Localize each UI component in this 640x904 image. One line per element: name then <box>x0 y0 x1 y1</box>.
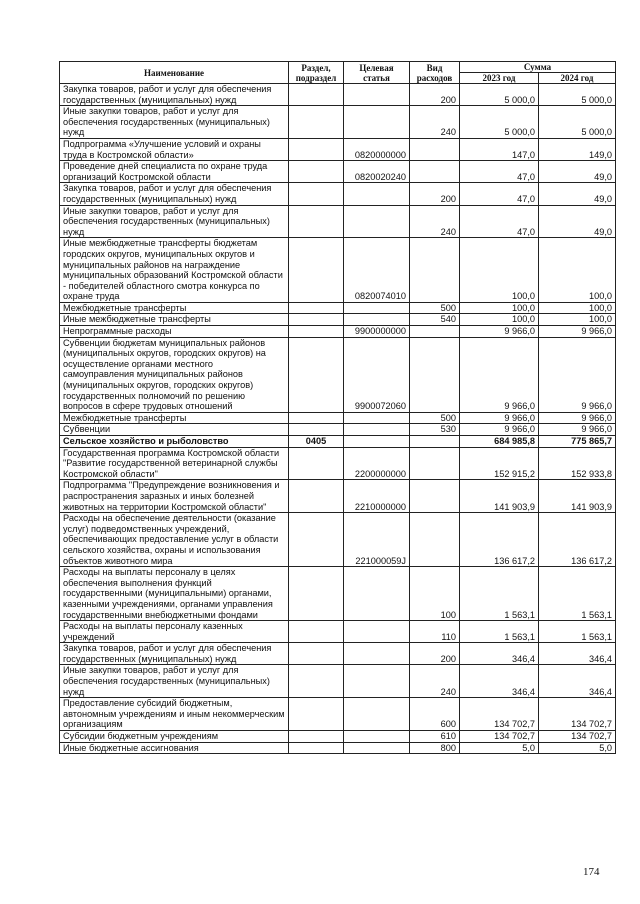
row-name: Закупка товаров, работ и услуг для обеспечения государственных (муниципальных) нужд <box>60 643 289 665</box>
row-value-2024: 141 903,9 <box>539 480 616 513</box>
table-row <box>60 742 616 754</box>
row-code: 221000059J <box>344 513 410 567</box>
row-name: Субвенции <box>60 424 289 436</box>
row-code <box>344 742 410 754</box>
row-type: 240 <box>410 205 460 238</box>
table-row <box>60 183 616 205</box>
row-section <box>289 665 344 698</box>
table-row <box>60 621 616 643</box>
header-year-2023: 2023 год <box>460 73 539 84</box>
row-type: 540 <box>410 314 460 326</box>
row-name: Иные межбюджетные трансферты <box>60 314 289 326</box>
row-section <box>289 731 344 743</box>
row-code: 0820020240 <box>344 161 410 183</box>
row-name: Расходы на выплаты персоналу казенных учреждений <box>60 621 289 643</box>
row-value-2023: 134 702,7 <box>460 731 539 743</box>
table-row <box>60 106 616 139</box>
row-type <box>410 238 460 303</box>
row-code: 9900000000 <box>344 326 410 338</box>
row-value-2023: 100,0 <box>460 314 539 326</box>
row-value-2024: 134 702,7 <box>539 698 616 731</box>
row-type <box>410 161 460 183</box>
row-section <box>289 106 344 139</box>
header-type: Вид расходов <box>410 62 460 84</box>
row-name: Непрограммные расходы <box>60 326 289 338</box>
row-code <box>344 183 410 205</box>
row-value-2024: 49,0 <box>539 183 616 205</box>
row-value-2024: 9 966,0 <box>539 412 616 424</box>
header-code: Целевая статья <box>344 62 410 84</box>
row-section <box>289 480 344 513</box>
table-row <box>60 337 616 412</box>
row-value-2024: 346,4 <box>539 665 616 698</box>
row-section <box>289 513 344 567</box>
row-code <box>344 84 410 106</box>
header-year-2024: 2024 год <box>539 73 616 84</box>
row-value-2023: 134 702,7 <box>460 698 539 731</box>
row-type: 200 <box>410 183 460 205</box>
row-value-2024: 9 966,0 <box>539 326 616 338</box>
row-value-2023: 5,0 <box>460 742 539 754</box>
row-value-2024: 49,0 <box>539 205 616 238</box>
row-value-2023: 47,0 <box>460 205 539 238</box>
row-name: Предоставление субсидий бюджетным, автономным учреждениям и иным некоммерческим организациям <box>60 698 289 731</box>
row-section <box>289 302 344 314</box>
row-value-2023: 9 966,0 <box>460 424 539 436</box>
row-value-2023: 47,0 <box>460 161 539 183</box>
row-name: Закупка товаров, работ и услуг для обеспечения государственных (муниципальных) нужд <box>60 183 289 205</box>
row-type: 110 <box>410 621 460 643</box>
row-value-2023: 100,0 <box>460 238 539 303</box>
row-value-2023: 147,0 <box>460 138 539 160</box>
row-type <box>410 480 460 513</box>
row-name: Иные закупки товаров, работ и услуг для обеспечения государственных (муниципальных) нужд <box>60 205 289 238</box>
row-type: 530 <box>410 424 460 436</box>
table-row <box>60 138 616 160</box>
row-value-2023: 684 985,8 <box>460 436 539 448</box>
row-name: Межбюджетные трансферты <box>60 412 289 424</box>
row-section <box>289 161 344 183</box>
row-value-2024: 100,0 <box>539 238 616 303</box>
table-row <box>60 326 616 338</box>
row-section <box>289 643 344 665</box>
row-name: Закупка товаров, работ и услуг для обеспечения государственных (муниципальных) нужд <box>60 84 289 106</box>
row-code <box>344 436 410 448</box>
row-code <box>344 621 410 643</box>
row-section <box>289 183 344 205</box>
row-code <box>344 698 410 731</box>
row-value-2023: 346,4 <box>460 643 539 665</box>
row-code <box>344 424 410 436</box>
row-type: 500 <box>410 302 460 314</box>
row-name: Расходы на обеспечение деятельности (оказание услуг) подведомственных учреждений, обеспечивающих предоставление услуг в области сельского хозяйства, охраны и использования объектов животного мира <box>60 513 289 567</box>
row-type: 240 <box>410 665 460 698</box>
row-section <box>289 205 344 238</box>
row-name: Субвенции бюджетам муниципальных районов (муниципальных округов, городских округов) на осуществление органами местного самоуправления муниципальных районов (муниципальных округов, городских округов) государственных полномочий по решению вопросов в сфере трудовых отношений <box>60 337 289 412</box>
row-value-2023: 1 563,1 <box>460 621 539 643</box>
table-row <box>60 84 616 106</box>
row-code <box>344 731 410 743</box>
row-type <box>410 138 460 160</box>
row-value-2024: 134 702,7 <box>539 731 616 743</box>
table-row <box>60 731 616 743</box>
header-name: Наименование <box>60 62 289 84</box>
table-row <box>60 412 616 424</box>
row-section: 0405 <box>289 436 344 448</box>
row-section <box>289 84 344 106</box>
row-code <box>344 412 410 424</box>
row-name: Сельское хозяйство и рыболовство <box>60 436 289 448</box>
table-row <box>60 665 616 698</box>
budget-table <box>59 61 616 754</box>
table-row <box>60 424 616 436</box>
row-value-2024: 5 000,0 <box>539 106 616 139</box>
row-value-2024: 149,0 <box>539 138 616 160</box>
row-section <box>289 412 344 424</box>
row-value-2023: 9 966,0 <box>460 412 539 424</box>
table-row <box>60 436 616 448</box>
row-name: Иные закупки товаров, работ и услуг для обеспечения государственных (муниципальных) нужд <box>60 106 289 139</box>
row-code: 0820000000 <box>344 138 410 160</box>
row-type: 200 <box>410 84 460 106</box>
row-type <box>410 436 460 448</box>
row-value-2023: 100,0 <box>460 302 539 314</box>
table-row <box>60 314 616 326</box>
row-value-2024: 346,4 <box>539 643 616 665</box>
row-name: Подпрограмма "Предупреждение возникновения и распространения заразных и иных болезней животных на территории Костромской области" <box>60 480 289 513</box>
row-type <box>410 337 460 412</box>
row-section <box>289 314 344 326</box>
row-value-2023: 346,4 <box>460 665 539 698</box>
row-code <box>344 205 410 238</box>
header-section: Раздел, подраздел <box>289 62 344 84</box>
table-row <box>60 698 616 731</box>
row-value-2023: 1 563,1 <box>460 567 539 621</box>
row-type <box>410 513 460 567</box>
row-section <box>289 742 344 754</box>
row-section <box>289 337 344 412</box>
row-section <box>289 621 344 643</box>
row-value-2024: 9 966,0 <box>539 337 616 412</box>
page-number: 174 <box>583 866 600 878</box>
row-value-2024: 5 000,0 <box>539 84 616 106</box>
row-section <box>289 138 344 160</box>
row-code: 2210000000 <box>344 480 410 513</box>
table-row <box>60 161 616 183</box>
row-section <box>289 447 344 480</box>
row-section <box>289 326 344 338</box>
row-type: 200 <box>410 643 460 665</box>
row-value-2023: 9 966,0 <box>460 337 539 412</box>
table-row <box>60 447 616 480</box>
table-row <box>60 567 616 621</box>
row-type: 500 <box>410 412 460 424</box>
table-body <box>60 84 616 754</box>
row-value-2024: 152 933,8 <box>539 447 616 480</box>
row-value-2024: 100,0 <box>539 302 616 314</box>
row-value-2024: 9 966,0 <box>539 424 616 436</box>
row-name: Иные закупки товаров, работ и услуг для обеспечения государственных (муниципальных) нужд <box>60 665 289 698</box>
row-value-2023: 9 966,0 <box>460 326 539 338</box>
row-code <box>344 106 410 139</box>
row-type: 800 <box>410 742 460 754</box>
row-name: Иные бюджетные ассигнования <box>60 742 289 754</box>
row-value-2023: 136 617,2 <box>460 513 539 567</box>
row-name: Субсидии бюджетным учреждениям <box>60 731 289 743</box>
row-name: Иные межбюджетные трансферты бюджетам городских округов, муниципальных округов и муниципальных районов на награждение муниципальных образований Костромской области - победителей областного смотра конкурса по охране труда <box>60 238 289 303</box>
row-code <box>344 643 410 665</box>
row-name: Межбюджетные трансферты <box>60 302 289 314</box>
table-row <box>60 238 616 303</box>
row-value-2024: 775 865,7 <box>539 436 616 448</box>
row-code: 0820074010 <box>344 238 410 303</box>
row-value-2023: 5 000,0 <box>460 84 539 106</box>
row-code <box>344 314 410 326</box>
row-code <box>344 665 410 698</box>
table-row <box>60 205 616 238</box>
row-type <box>410 447 460 480</box>
row-value-2023: 152 915,2 <box>460 447 539 480</box>
table-header <box>60 62 616 84</box>
table-row <box>60 513 616 567</box>
table-row <box>60 302 616 314</box>
row-type: 240 <box>410 106 460 139</box>
row-type: 600 <box>410 698 460 731</box>
row-type: 100 <box>410 567 460 621</box>
row-name: Расходы на выплаты персоналу в целях обеспечения выполнения функций государственными (муниципальными) органами, казенными учреждениями, органами управления государственными внебюджетными фондами <box>60 567 289 621</box>
row-name: Проведение дней специалиста по охране труда организаций Костромской области <box>60 161 289 183</box>
row-value-2023: 141 903,9 <box>460 480 539 513</box>
row-code <box>344 302 410 314</box>
row-type: 610 <box>410 731 460 743</box>
row-name: Подпрограмма «Улучшение условий и охраны труда в Костромской области» <box>60 138 289 160</box>
row-code <box>344 567 410 621</box>
row-section <box>289 424 344 436</box>
table-row <box>60 480 616 513</box>
table-row <box>60 643 616 665</box>
header-sum: Сумма <box>460 62 616 73</box>
row-section <box>289 698 344 731</box>
row-value-2024: 49,0 <box>539 161 616 183</box>
row-name: Государственная программа Костромской области "Развитие государственной ветеринарной службы Костромской области" <box>60 447 289 480</box>
row-section <box>289 238 344 303</box>
row-value-2024: 1 563,1 <box>539 567 616 621</box>
row-code: 2200000000 <box>344 447 410 480</box>
row-code: 9900072060 <box>344 337 410 412</box>
row-value-2023: 5 000,0 <box>460 106 539 139</box>
row-value-2024: 136 617,2 <box>539 513 616 567</box>
row-value-2024: 5,0 <box>539 742 616 754</box>
row-value-2023: 47,0 <box>460 183 539 205</box>
row-value-2024: 1 563,1 <box>539 621 616 643</box>
row-type <box>410 326 460 338</box>
row-value-2024: 100,0 <box>539 314 616 326</box>
row-section <box>289 567 344 621</box>
